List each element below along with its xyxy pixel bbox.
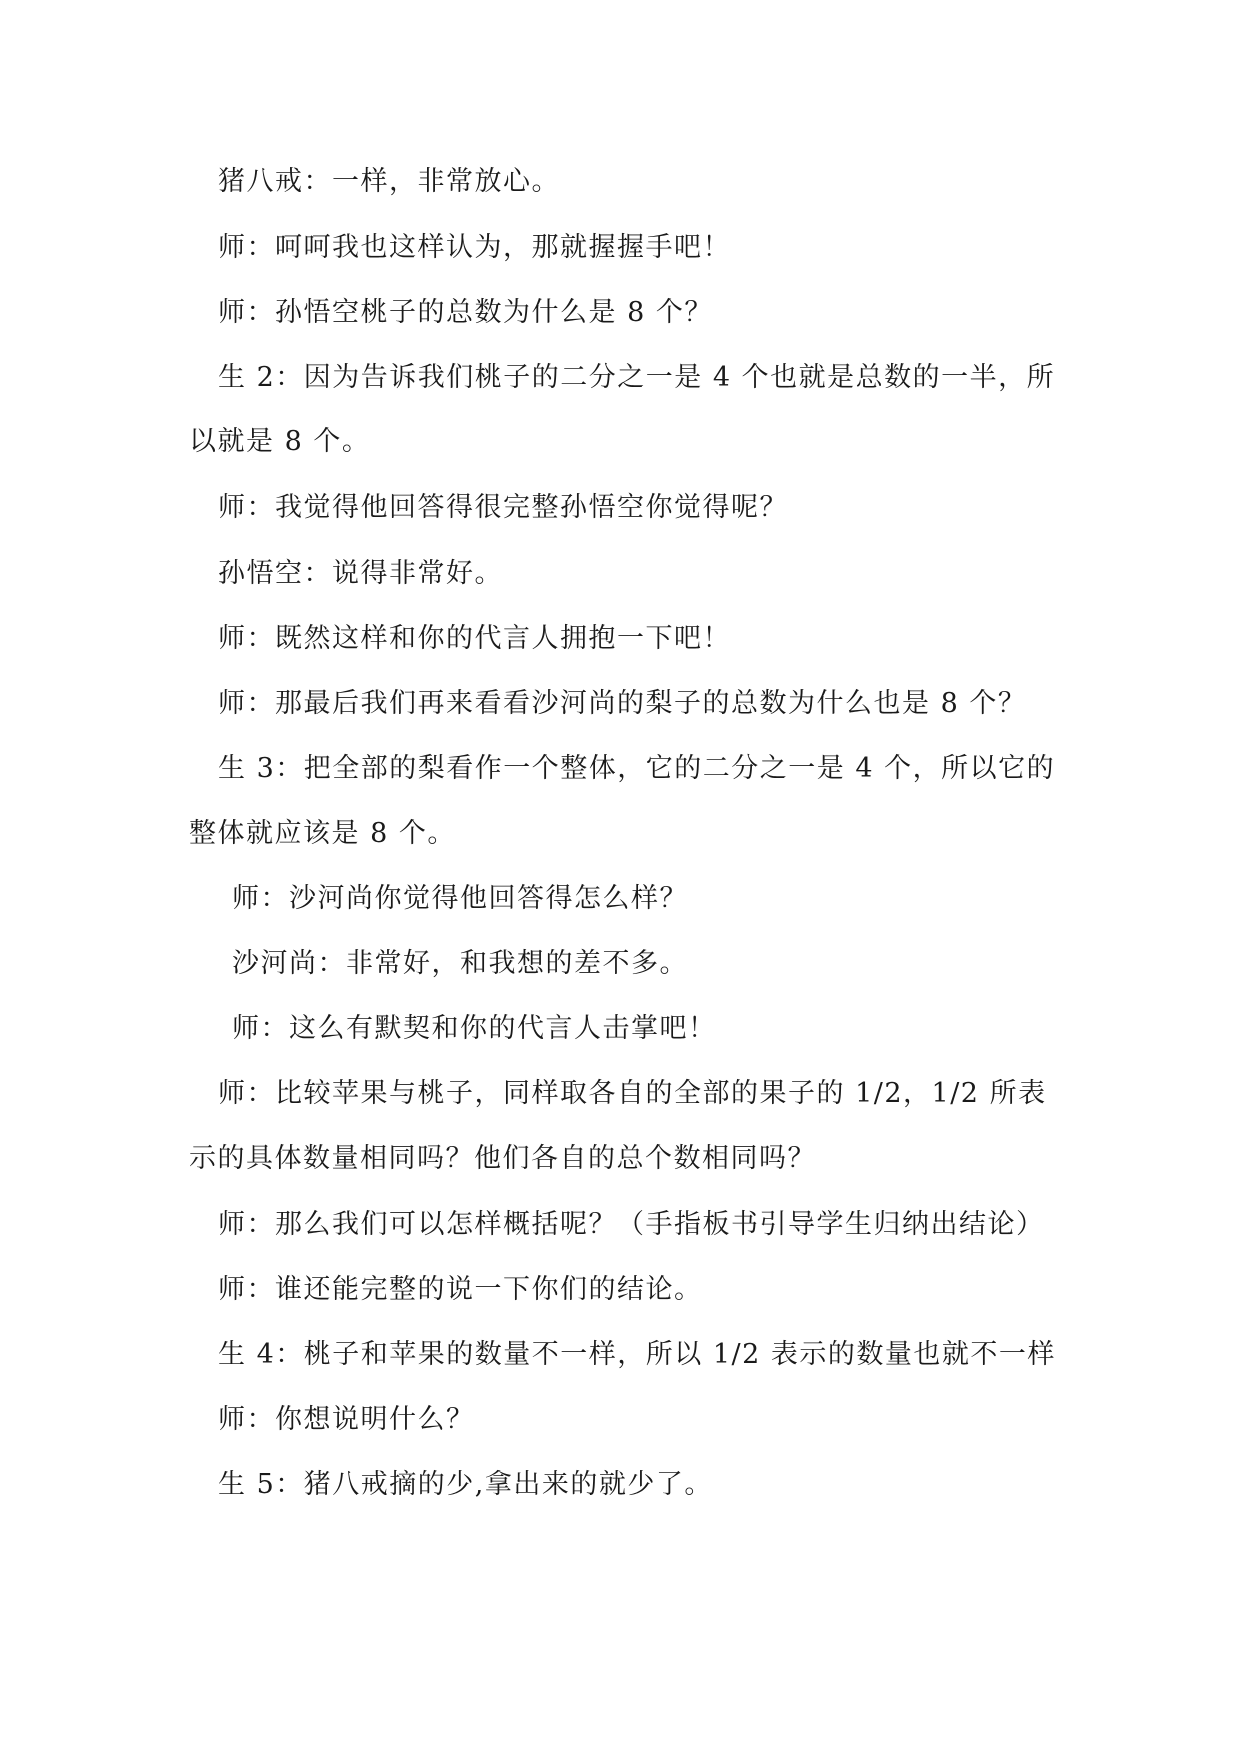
dialogue-line: 师：既然这样和你的代言人拥抱一下吧！	[218, 623, 731, 654]
dialogue-line: 生 2：因为告诉我们桃子的二分之一是 4 个也就是总数的一半，所	[218, 362, 1056, 393]
dialogue-line: 猪八戒：一样，非常放心。	[218, 166, 560, 197]
dialogue-line: 生 3：把全部的梨看作一个整体，它的二分之一是 4 个，所以它的	[218, 753, 1056, 784]
dialogue-line: 生 5：猪八戒摘的少,拿出来的就少了。	[218, 1469, 713, 1500]
dialogue-line: 师：谁还能完整的说一下你们的结论。	[218, 1274, 703, 1305]
dialogue-line: 整体就应该是 8 个。	[189, 818, 456, 849]
dialogue-line: 以就是 8 个。	[189, 426, 371, 457]
dialogue-line: 师：呵呵我也这样认为，那就握握手吧！	[218, 232, 731, 263]
dialogue-line: 师：那么我们可以怎样概括呢？（手指板书引导学生归纳出结论）	[218, 1209, 1045, 1240]
dialogue-line: 孙悟空：说得非常好。	[218, 558, 503, 589]
dialogue-line: 师：孙悟空桃子的总数为什么是 8 个？	[218, 297, 713, 328]
dialogue-line: 师：你想说明什么？	[218, 1404, 475, 1435]
dialogue-line: 示的具体数量相同吗？他们各自的总个数相同吗？	[189, 1143, 816, 1174]
dialogue-line: 沙河尚：非常好，和我想的差不多。	[232, 948, 688, 979]
dialogue-line: 师：那最后我们再来看看沙河尚的梨子的总数为什么也是 8 个？	[218, 688, 1027, 719]
dialogue-line: 师：沙河尚你觉得他回答得怎么样？	[232, 883, 688, 914]
dialogue-line: 生 4：桃子和苹果的数量不一样，所以 1/2 表示的数量也就不一样	[218, 1339, 1056, 1370]
dialogue-line: 师：这么有默契和你的代言人击掌吧！	[232, 1013, 717, 1044]
dialogue-line: 师：我觉得他回答得很完整孙悟空你觉得呢？	[218, 492, 788, 523]
dialogue-line: 师：比较苹果与桃子，同样取各自的全部的果子的 1/2，1/2 所表	[218, 1078, 1047, 1109]
